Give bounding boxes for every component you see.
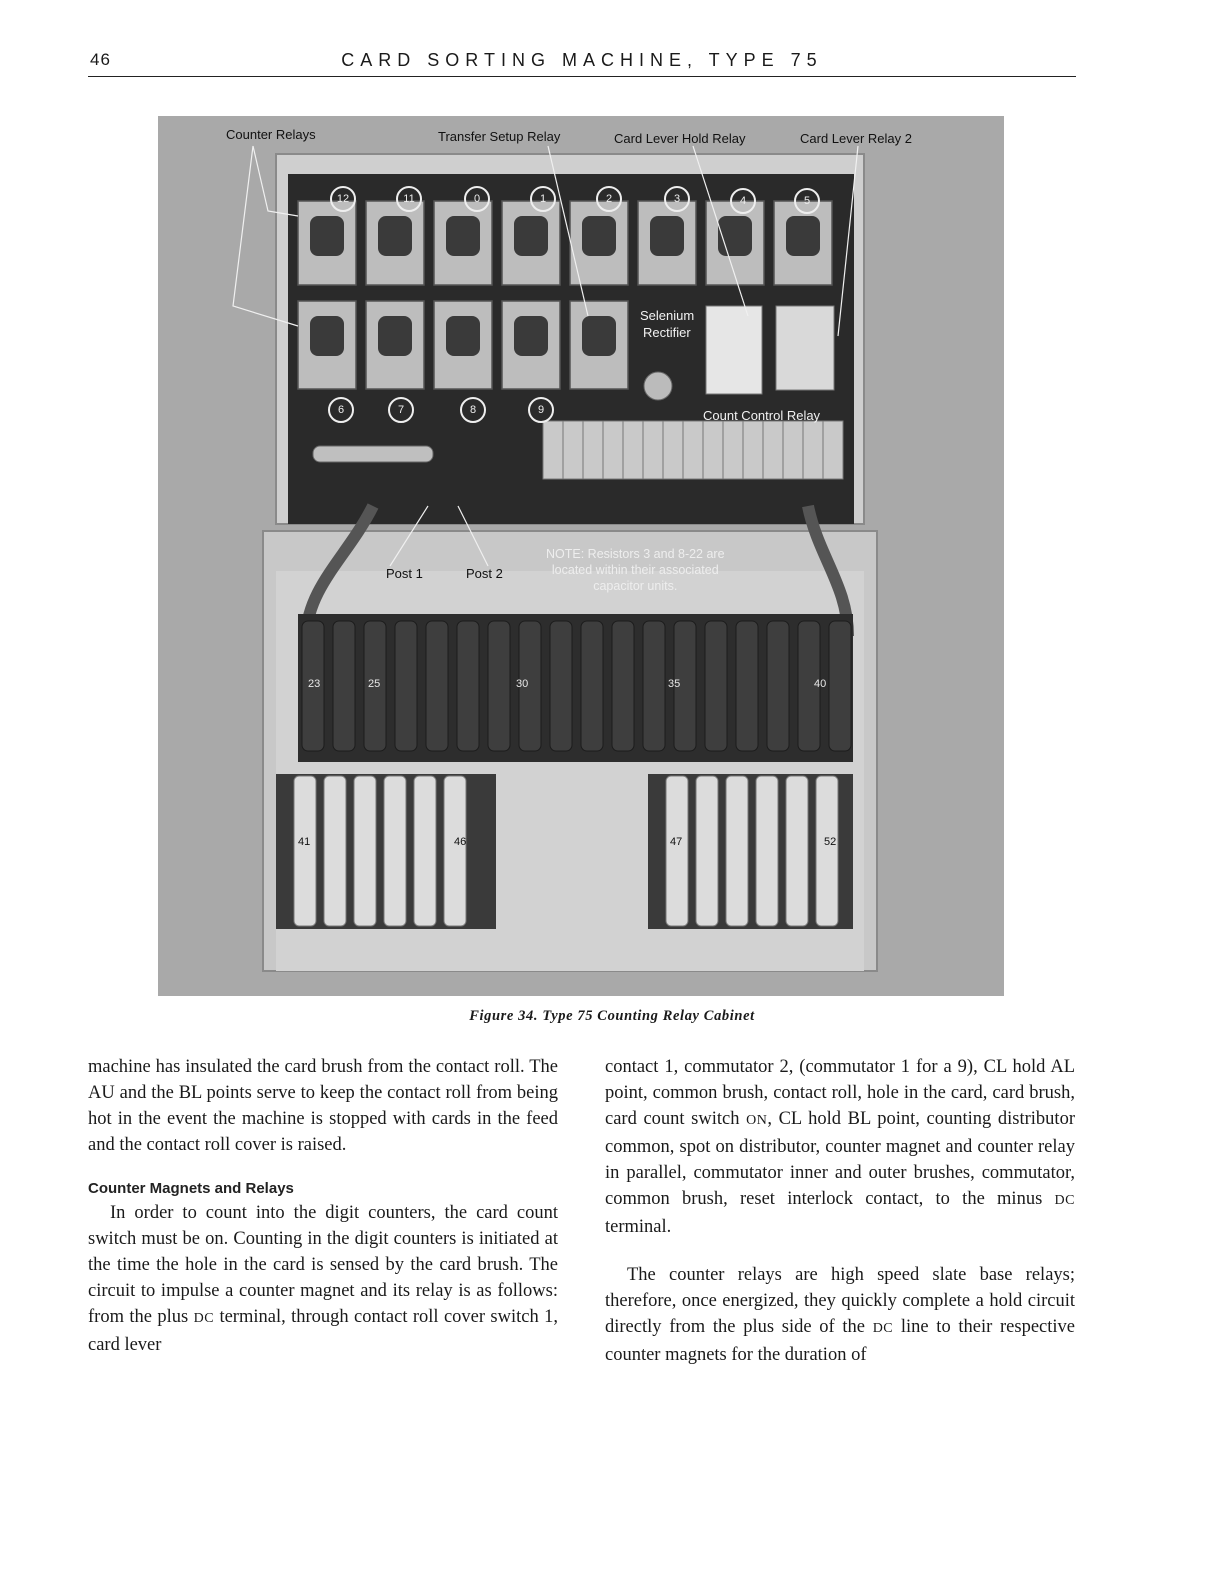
relay-number: 7	[388, 397, 414, 423]
transfer-setup-relay-label: Transfer Setup Relay	[438, 129, 561, 144]
card-lever-relay-2-label: Card Lever Relay 2	[800, 131, 912, 146]
page-number: 46	[90, 50, 111, 69]
selenium-label: Selenium	[640, 308, 695, 323]
section-heading: Counter Magnets and Relays	[88, 1180, 294, 1197]
resistor-number: 40	[814, 678, 827, 690]
relay-number: 9	[528, 397, 554, 423]
count-control-relay-label: Count Control Relay	[703, 408, 821, 423]
post-2-label: Post 2	[466, 566, 503, 581]
post-1-label: Post 1	[386, 566, 423, 581]
relay-number: 8	[460, 397, 486, 423]
paragraph: In order to count into the digit counters, the card count switch must be on. Counting in the digit counters is initiated at the time the hole in the card is sensed by the card brush. The circuit to impulse a counter magnet and its relay is as follows: from the plus DC terminal, through contact roll cover switch 1, card lever	[88, 1203, 558, 1355]
resistor-number: 25	[368, 678, 381, 690]
relay-number: 1	[530, 186, 556, 212]
relay-number: 4	[730, 188, 756, 214]
relay-number: 11	[396, 186, 422, 212]
relay-number: 6	[328, 397, 354, 423]
figure-caption: Figure 34. Type 75 Counting Relay Cabinet	[469, 1008, 755, 1024]
relay-number: 5	[794, 188, 820, 214]
relay-number: 12	[330, 186, 356, 212]
resistor-number: 30	[516, 678, 529, 690]
paragraph: The counter relays are high speed slate base relays; therefore, once energized, they quickly complete a hold circuit directly from the plus side of the DC line to their respective counter magnets for the duration of	[605, 1265, 1075, 1365]
resistor-number: 46	[454, 836, 467, 848]
running-header	[88, 50, 1076, 77]
relay-number: 2	[596, 186, 622, 212]
paragraph: machine has insulated the card brush from the contact roll. The AU and the BL points serve to keep the contact roll from being hot in the event the machine is stopped with cards in the feed and the contact roll cover is raised.	[88, 1057, 558, 1155]
relay-number: 0	[464, 186, 490, 212]
relay-cabinet-photo	[158, 116, 1004, 996]
card-lever-hold-relay-label: Card Lever Hold Relay	[614, 131, 746, 146]
running-title: CARD SORTING MACHINE, TYPE 75	[341, 50, 823, 70]
left-column	[88, 1054, 558, 1358]
resistor-number: 47	[670, 836, 683, 848]
counter-relays-label: Counter Relays	[226, 127, 316, 142]
resistor-number: 52	[824, 836, 837, 848]
rectifier-label: Rectifier	[643, 325, 691, 340]
paragraph: contact 1, commutator 2, (commutator 1 for a 9), CL hold AL point, common brush, contact roll, hole in the card, card brush, card count switch ON, CL hold BL point, counting distributor common, spot on distributor, counter magnet and counter relay in parallel, commutator inner and outer brushes, commutator, common brush, reset interlock contact, to the minus DC terminal.	[605, 1057, 1075, 1237]
resistor-number: 23	[308, 678, 321, 690]
relay-number: 3	[664, 186, 690, 212]
figure-note: NOTE: Resistors 3 and 8-22 are located within their associated capacitor units.	[546, 547, 725, 593]
resistor-number: 35	[668, 678, 681, 690]
right-column	[605, 1054, 1075, 1368]
resistor-number: 41	[298, 836, 311, 848]
